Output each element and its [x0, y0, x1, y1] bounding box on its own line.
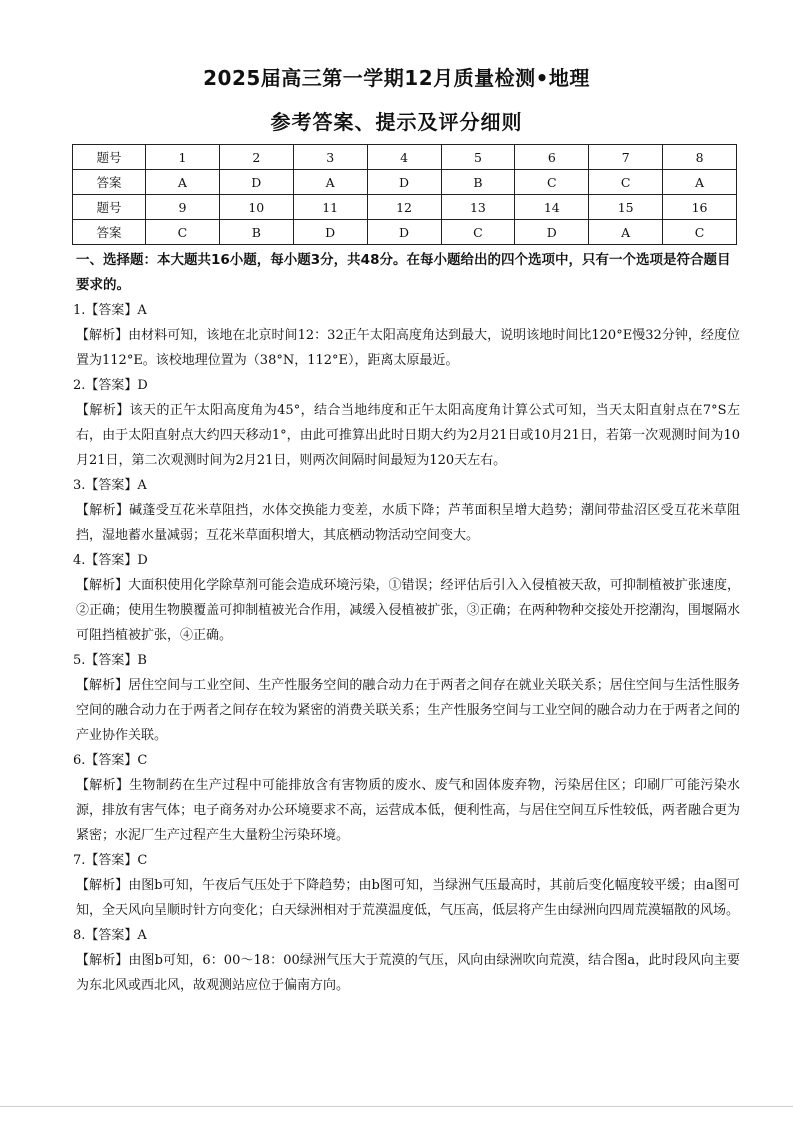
question-item: [72, 648, 740, 748]
page-title: 2025届高三第一学期12月质量检测•地理: [203, 66, 590, 90]
content-body: [72, 248, 740, 998]
table-row-header: 答案: [73, 220, 146, 245]
table-cell: A: [589, 220, 663, 245]
answer-table: [72, 144, 737, 245]
table-cell: D: [367, 170, 441, 195]
table-cell: 2: [219, 145, 293, 170]
answer-line: 5.【答案】B: [73, 653, 147, 668]
answer-line: 6.【答案】C: [73, 753, 148, 768]
question-item: [72, 473, 740, 548]
question-item: [72, 923, 740, 998]
table-cell: 9: [146, 195, 220, 220]
question-item: [72, 848, 740, 923]
table-row: [73, 170, 737, 195]
table-cell: 1: [146, 145, 220, 170]
explanation: 【解析】由图b可知，6：00～18：00绿洲气压大于荒漠的气压，风向由绿洲吹向荒漠，结合图a，此时段风向主要为东北风或西北风，故观测站应位于偏南方向。: [76, 953, 740, 993]
table-row-header: 答案: [73, 170, 146, 195]
table-cell: 12: [367, 195, 441, 220]
table-cell: 4: [367, 145, 441, 170]
answer-line: 4.【答案】D: [73, 553, 148, 568]
table-row-header: 题号: [73, 145, 146, 170]
table-cell: D: [219, 170, 293, 195]
table-cell: B: [441, 170, 515, 195]
table-cell: C: [589, 170, 663, 195]
page-bottom-divider: [0, 1106, 793, 1107]
table-row: [73, 220, 737, 245]
explanation: 【解析】碱蓬受互花米草阻挡，水体交换能力变差，水质下降；芦苇面积呈增大趋势；潮间带盐沼区受互花米草阻挡，湿地蓄水量减弱；互花米草面积增大，其底栖动物活动空间变大。: [76, 503, 740, 543]
table-cell: 5: [441, 145, 515, 170]
table-cell: C: [441, 220, 515, 245]
explanation: 【解析】由图b可知，午夜后气压处于下降趋势；由b图可知，当绿洲气压最高时，其前后变化幅度较平缓；由a图可知，全天风向呈顺时针方向变化；白天绿洲相对于荒漠温度低，气压高，低层将产生由绿洲向四周荒漠辐散的风场。: [76, 878, 740, 918]
table-cell: A: [663, 170, 737, 195]
explanation: 【解析】该天的正午太阳高度角为45°，结合当地纬度和正午太阳高度角计算公式可知，当天太阳直射点在7°S左右，由于太阳直射点大约四天移动1°，由此可推算出此时日期大约为2月21日或10月21日，若第一次观测时间为10月21日，第二次观测时间为2月21日，则两次间隔时间最短为120天左右。: [76, 403, 740, 468]
answer-line: 3.【答案】A: [73, 478, 147, 493]
table-cell: C: [146, 220, 220, 245]
section-heading: 一、选择题：本大题共16小题，每小题3分，共48分。在每小题给出的四个选项中，只有一个选项是符合题目要求的。: [76, 252, 731, 293]
answer-line: 7.【答案】C: [73, 853, 148, 868]
question-list: [72, 298, 740, 998]
table-cell: 8: [663, 145, 737, 170]
table-row: [73, 145, 737, 170]
table-cell: A: [146, 170, 220, 195]
explanation: 【解析】大面积使用化学除草剂可能会造成环境污染，①错误；经评估后引入入侵植被天敌，可抑制植被扩张速度，②正确；使用生物膜覆盖可抑制植被光合作用，减缓入侵植被扩张，③正确；在两种物种交接处开挖潮沟，围堰隔水可阻挡植被扩张，④正确。: [76, 578, 740, 643]
table-cell: D: [515, 220, 589, 245]
table-cell: 16: [663, 195, 737, 220]
question-item: [72, 373, 740, 473]
table-cell: B: [219, 220, 293, 245]
table-cell: 13: [441, 195, 515, 220]
table-cell: 14: [515, 195, 589, 220]
table-cell: 11: [293, 195, 367, 220]
question-item: [72, 298, 740, 373]
explanation: 【解析】由材料可知，该地在北京时间12：32正午太阳高度角达到最大，说明该地时间比120°E慢32分钟，经度位置为112°E。该校地理位置为（38°N，112°E），距离太原最近。: [76, 328, 740, 368]
explanation: 【解析】生物制药在生产过程中可能排放含有害物质的废水、废气和固体废弃物，污染居住区；印刷厂可能污染水源，排放有害气体；电子商务对办公环境要求不高，运营成本低，便利性高，与居住空间互斥性较低，两者融合更为紧密；水泥厂生产过程产生大量粉尘污染环境。: [76, 778, 740, 843]
table-cell: A: [293, 170, 367, 195]
answer-line: 2.【答案】D: [73, 378, 148, 393]
table-cell: D: [367, 220, 441, 245]
table-row: [73, 195, 737, 220]
question-item: [72, 548, 740, 648]
page-subtitle: 参考答案、提示及评分细则: [270, 110, 523, 134]
table-cell: 3: [293, 145, 367, 170]
table-cell: C: [663, 220, 737, 245]
table-cell: D: [293, 220, 367, 245]
table-row-header: 题号: [73, 195, 146, 220]
table-cell: 10: [219, 195, 293, 220]
explanation: 【解析】居住空间与工业空间、生产性服务空间的融合动力在于两者之间存在就业关联关系；居住空间与生活性服务空间的融合动力在于两者之间存在较为紧密的消费关联关系；生产性服务空间与工业空间的融合动力在于两者之间的产业协作关联。: [76, 678, 740, 743]
table-cell: 15: [589, 195, 663, 220]
table-cell: 7: [589, 145, 663, 170]
answer-line: 1.【答案】A: [73, 303, 147, 318]
table-cell: C: [515, 170, 589, 195]
table-cell: 6: [515, 145, 589, 170]
answer-line: 8.【答案】A: [73, 928, 147, 943]
question-item: [72, 748, 740, 848]
